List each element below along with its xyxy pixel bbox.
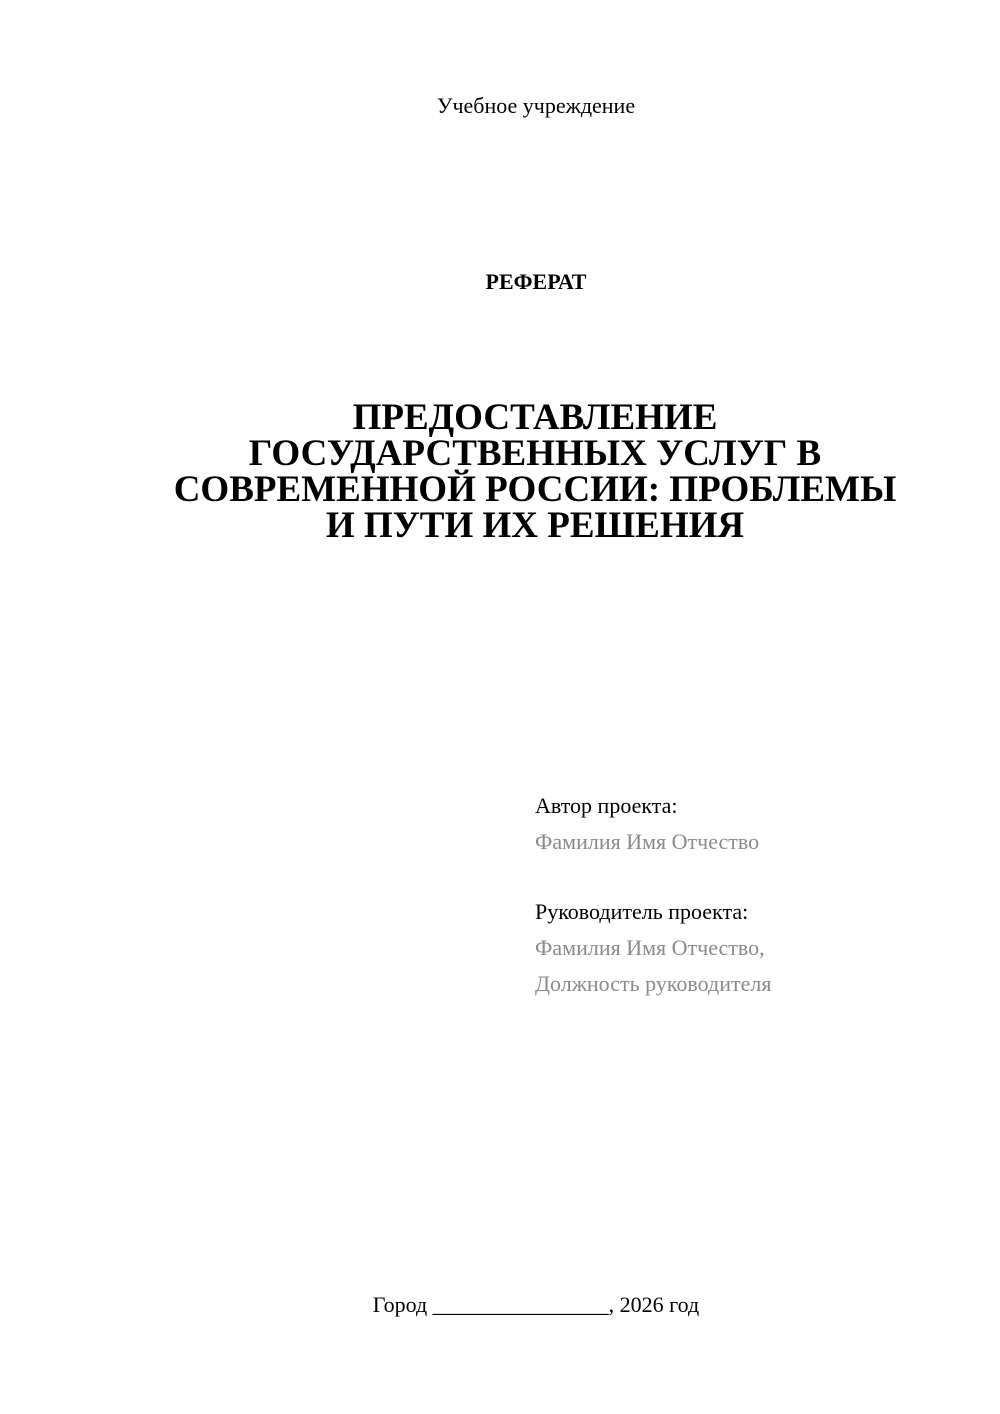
title-line-3: СОВРЕМЕННОЙ РОССИИ: ПРОБЛЕМЫ — [173, 469, 897, 510]
title-line-1: ПРЕДОСТАВЛЕНИЕ — [352, 397, 718, 438]
title-line-4: И ПУТИ ИХ РЕШЕНИЯ — [325, 505, 745, 546]
author-label: Автор проекта: — [535, 793, 678, 818]
author-name: Фамилия Имя Отчество — [535, 829, 760, 854]
supervisor-position: Должность руководителя — [535, 971, 772, 996]
document-type: РЕФЕРАТ — [485, 269, 587, 294]
city-year-footer: Город ________________, 2026 год — [372, 1292, 700, 1317]
document-title — [130, 397, 940, 546]
project-people — [535, 788, 975, 1002]
supervisor-name: Фамилия Имя Отчество, — [535, 935, 765, 960]
institution-name: Учебное учреждение — [436, 93, 636, 118]
people-spacer — [535, 860, 975, 894]
supervisor-label: Руководитель проекта: — [535, 899, 749, 924]
title-line-2: ГОСУДАРСТВЕННЫХ УСЛУГ В — [248, 433, 822, 474]
